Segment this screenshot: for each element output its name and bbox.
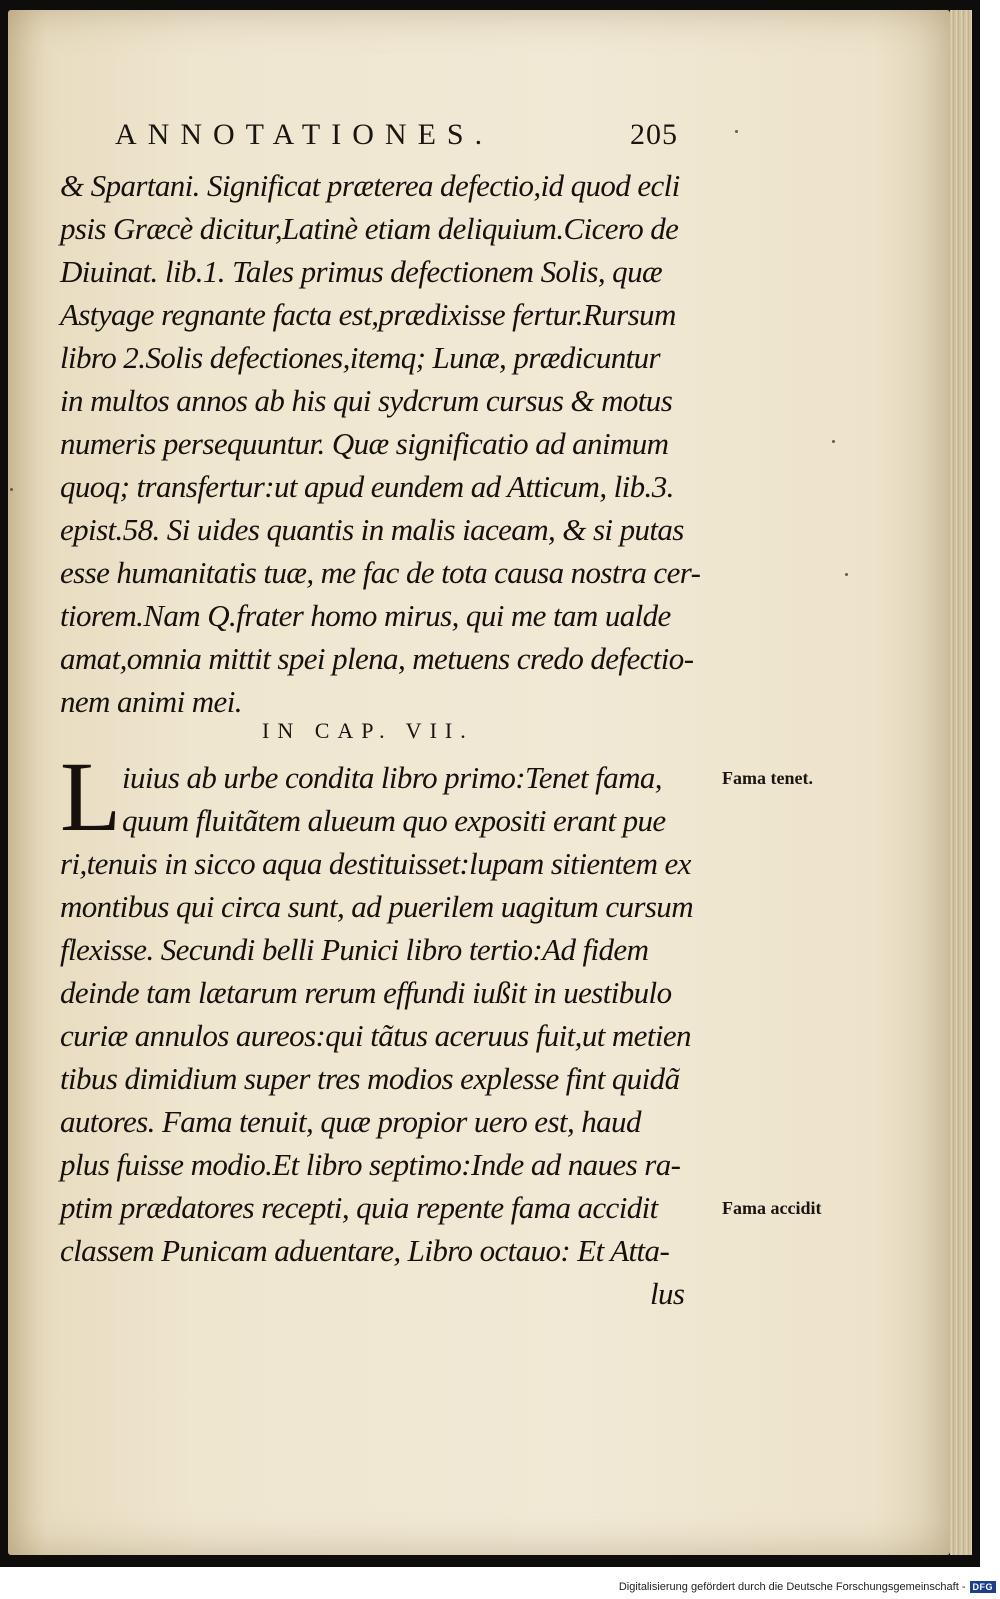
text-line: esse humanitatis tuæ, me fac de tota causa nostra cer- — [60, 555, 701, 590]
dfg-logo-icon: DFG — [970, 1581, 997, 1593]
text-line: Astyage regnante facta est,prædixisse fertur.Rursum — [60, 297, 676, 332]
text-line: ri,tenuis in sicco aqua destituisset:lupam sitientem ex — [60, 846, 691, 881]
text-line: tibus dimidium super tres modios explesse fint quidã — [60, 1061, 680, 1096]
text-line: deinde tam lætarum rerum effundi iußit in uestibulo — [60, 975, 672, 1010]
text-line: montibus qui circa sunt, ad puerilem uagitum cursum — [60, 889, 693, 924]
running-head-title: ANNOTATIONES. — [115, 118, 494, 151]
text-line: psis Græcè dicitur,Latinè etiam deliquium.Cicero de — [60, 211, 679, 246]
text-line: epist.58. Si uides quantis in malis iaceam, & si putas — [60, 512, 684, 547]
paper-speck — [735, 130, 738, 133]
text-line: autores. Fama tenuit, quæ propior uero est, haud — [60, 1104, 641, 1139]
running-head — [115, 118, 715, 158]
margin-note: Fama accidit — [722, 1198, 822, 1218]
paper-speck — [832, 440, 835, 443]
footer-text: Digitalisierung gefördert durch die Deutsche Forschungsgemeinschaft - — [618, 1581, 966, 1593]
footer-credit — [619, 1581, 996, 1593]
text-line: amat,omnia mittit spei plena, metuens credo defectio- — [60, 641, 694, 676]
text-line: quoq; transfertur:ut apud eundem ad Atticum, lib.3. — [60, 469, 674, 504]
text-line: classem Punicam aduentare, Libro octauo: Et Atta- — [60, 1233, 670, 1268]
margin-note: Fama tenet. — [722, 768, 813, 788]
paper-speck — [845, 573, 848, 576]
text-line: tiorem.Nam Q.frater homo mirus, qui me tam ualde — [60, 598, 671, 633]
text-line: curiæ annulos aureos:qui tãtus aceruus fuit,ut metien — [60, 1018, 691, 1053]
text-line: iuius ab urbe condita libro primo:Tenet fama, — [122, 760, 662, 795]
text-line: numeris persequuntur. Quæ significatio ad animum — [60, 426, 669, 461]
paper-speck — [10, 488, 13, 491]
text-line: in multos annos ab his qui sydcrum cursus & motus — [60, 383, 673, 418]
page-edge — [950, 10, 972, 1555]
text-line: plus fuisse modio.Et libro septimo:Inde ad naues ra- — [60, 1147, 681, 1182]
text-line: quum fluitãtem alueum quo expositi erant pue — [122, 803, 666, 838]
drop-cap: L — [60, 741, 122, 852]
text-line: nem animi mei. — [60, 684, 242, 719]
page-number: 205 — [630, 118, 678, 151]
text-line: flexisse. Secundi belli Punici libro tertio:Ad fidem — [60, 932, 649, 967]
catchword: lus — [650, 1276, 685, 1311]
text-line: Diuinat. lib.1. Tales primus defectionem Solis, quæ — [60, 254, 663, 289]
text-line: & Spartani. Significat præterea defectio,id quod ecli — [60, 168, 680, 203]
section-heading: IN CAP. VII. — [262, 718, 474, 743]
text-line: ptim prædatores recepti, quia repente fama accidit — [60, 1190, 658, 1225]
text-line: libro 2.Solis defectiones,itemq; Lunæ, prædicuntur — [60, 340, 661, 375]
